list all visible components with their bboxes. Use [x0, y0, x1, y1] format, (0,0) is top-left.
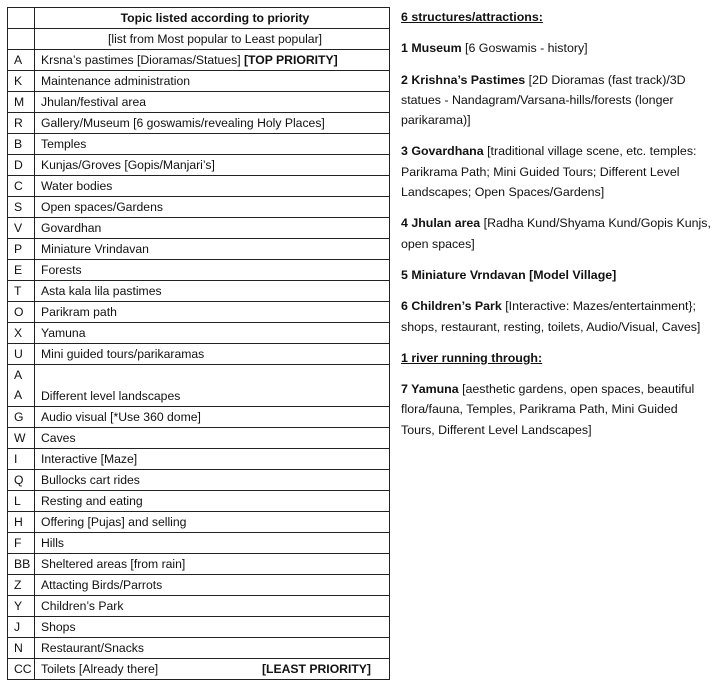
topic-text: Resting and eating [41, 494, 143, 508]
river-heading: 1 river running through: [401, 350, 543, 365]
topic-text: Interactive [Maze] [41, 452, 138, 466]
topic-cell [35, 155, 390, 176]
priority-code: W [8, 428, 35, 449]
priority-code: K [8, 71, 35, 92]
table-row [8, 365, 390, 407]
topic-cell [35, 113, 390, 134]
topic-cell [35, 260, 390, 281]
table-header: Topic listed according to priority [35, 8, 390, 29]
header-code-cell [8, 8, 35, 29]
topic-cell [35, 491, 390, 512]
table-subheader-row [8, 29, 390, 50]
topic-text: Kunjas/Groves [Gopis/Manjari’s] [41, 158, 215, 172]
table-row [8, 596, 390, 617]
structure-title: 2 Krishna’s Pastimes [401, 72, 526, 87]
topic-cell [35, 449, 390, 470]
structure-title: 3 Govardhana [401, 144, 484, 159]
topic-text: Children’s Park [41, 599, 124, 613]
structure-note [401, 70, 713, 131]
table-row [8, 71, 390, 92]
topic-cell [35, 428, 390, 449]
structure-text: [Radha Kund/Shyama Kund/Gopis Kunjs, open spaces] [401, 216, 711, 251]
topic-cell [35, 323, 390, 344]
table-row [8, 470, 390, 491]
topic-text: Toilets [Already there] [41, 662, 159, 676]
table-row [8, 239, 390, 260]
priority-code: G [8, 407, 35, 428]
topic-cell [35, 575, 390, 596]
table-row [8, 197, 390, 218]
topic-text: Govardhan [41, 221, 102, 235]
topic-text: Attacting Birds/Parrots [41, 578, 163, 592]
topic-text: Jhulan/festival area [41, 95, 147, 109]
topic-cell [35, 407, 390, 428]
priority-code: V [8, 218, 35, 239]
topic-text: Open spaces/Gardens [41, 200, 163, 214]
table-row [8, 92, 390, 113]
priority-code: O [8, 302, 35, 323]
river-title: 7 Yamuna [401, 382, 459, 397]
topic-text: Parikram path [41, 305, 117, 319]
topic-cell [35, 92, 390, 113]
priority-code-line: A [14, 388, 23, 402]
top-priority-tag: [TOP PRIORITY] [243, 53, 338, 67]
table-row [8, 575, 390, 596]
table-row [8, 533, 390, 554]
structure-title: 4 Jhulan area [401, 216, 481, 231]
topic-text: Krsna’s pastimes [Dioramas/Statues] [41, 53, 244, 67]
priority-code: E [8, 260, 35, 281]
table-row [8, 323, 390, 344]
table-row [8, 155, 390, 176]
structure-text: [2D Dioramas (fast track)/3D statues - Nandagram/Varsana-hills/forests (longer parikarama)] [401, 72, 686, 128]
structure-text: [6 Goswamis - history] [461, 41, 588, 56]
table-row [8, 50, 390, 71]
topic-text: Mini guided tours/parikaramas [41, 347, 205, 361]
structure-note [401, 38, 713, 58]
table-row [8, 428, 390, 449]
priority-code: R [8, 113, 35, 134]
table-row [8, 176, 390, 197]
topic-cell [35, 596, 390, 617]
table-header-row [8, 8, 390, 29]
least-priority-tag: [LEAST PRIORITY] [261, 662, 371, 676]
topic-text: Shops [41, 620, 76, 634]
table-row [8, 134, 390, 155]
topic-cell [35, 617, 390, 638]
priority-code: BB [8, 554, 35, 575]
topic-text: Water bodies [41, 179, 113, 193]
topic-text: Forests [41, 263, 82, 277]
topic-text: Yamuna [41, 326, 86, 340]
table-row [8, 449, 390, 470]
structure-title: 5 Miniature Vrndavan [Model Village] [401, 267, 617, 282]
priority-code: J [8, 617, 35, 638]
priority-code: Y [8, 596, 35, 617]
priority-code-line: A [14, 368, 23, 382]
topic-cell [35, 134, 390, 155]
priority-code: I [8, 449, 35, 470]
topic-cell [35, 533, 390, 554]
topic-cell [35, 218, 390, 239]
table-row [8, 659, 390, 680]
topic-cell [35, 281, 390, 302]
structure-note [401, 213, 713, 254]
priority-code: T [8, 281, 35, 302]
priority-code: N [8, 638, 35, 659]
structure-note [401, 296, 713, 337]
notes-panel [401, 7, 713, 451]
table-row [8, 512, 390, 533]
table-row [8, 344, 390, 365]
topic-cell [35, 71, 390, 92]
priority-code: L [8, 491, 35, 512]
topic-cell [35, 344, 390, 365]
structure-note [401, 265, 713, 285]
priority-code: Z [8, 575, 35, 596]
topic-text: Bullocks cart rides [41, 473, 140, 487]
priority-code: S [8, 197, 35, 218]
priority-code: D [8, 155, 35, 176]
topic-text: Maintenance administration [41, 74, 191, 88]
table-row [8, 491, 390, 512]
table-row [8, 281, 390, 302]
structures-list [401, 38, 713, 337]
topic-cell [35, 239, 390, 260]
topic-text: Offering [Pujas] and selling [41, 515, 187, 529]
structure-title: 1 Museum [401, 41, 462, 56]
priority-code: Q [8, 470, 35, 491]
topic-text: Restaurant/Snacks [41, 641, 144, 655]
topic-text: Asta kala lila pastimes [41, 284, 162, 298]
topic-cell [35, 50, 390, 71]
priority-code: X [8, 323, 35, 344]
table-row [8, 407, 390, 428]
priority-code: A [8, 50, 35, 71]
topic-cell [35, 176, 390, 197]
topic-text: Different level landscapes [41, 389, 181, 403]
topic-text: Audio visual [*Use 360 dome] [41, 410, 201, 424]
priority-code: F [8, 533, 35, 554]
table-row [8, 113, 390, 134]
table-row [8, 638, 390, 659]
topic-cell [35, 197, 390, 218]
priority-code: U [8, 344, 35, 365]
priority-code: H [8, 512, 35, 533]
topic-text: Gallery/Museum [6 goswamis/revealing Holy Places] [41, 116, 325, 130]
priority-code: P [8, 239, 35, 260]
river-note [401, 379, 713, 440]
priority-code: CC [8, 659, 35, 680]
river-text: [aesthetic gardens, open spaces, beautiful flora/fauna, Temples, Parikrama Path, Mini Guided Tours, Different Level Landscapes] [401, 382, 695, 437]
priority-code: C [8, 176, 35, 197]
topic-cell [35, 638, 390, 659]
topic-text: Sheltered areas [from rain] [41, 557, 186, 571]
topic-cell [35, 512, 390, 533]
table-row [8, 218, 390, 239]
structures-heading: 6 structures/attractions: [401, 10, 543, 24]
priority-code [8, 365, 35, 407]
topic-text: Caves [41, 431, 76, 445]
priority-code: B [8, 134, 35, 155]
priority-code: M [8, 92, 35, 113]
table-row [8, 260, 390, 281]
priority-table [7, 7, 390, 680]
subheader-code-cell [8, 29, 35, 50]
topic-cell [35, 365, 390, 407]
table-row [8, 617, 390, 638]
structure-text: [Interactive: Mazes/entertainment}; shops, restaurant, resting, toilets, Audio/Visual, Caves] [401, 299, 701, 334]
topic-cell [35, 302, 390, 323]
table-row [8, 302, 390, 323]
structure-note [401, 141, 713, 202]
topic-cell [35, 470, 390, 491]
table-subheader: [list from Most popular to Least popular] [35, 29, 390, 50]
structure-title: 6 Children’s Park [401, 299, 502, 314]
topic-cell [35, 659, 390, 680]
topic-cell [35, 554, 390, 575]
structure-text: [traditional village scene, etc. temples: Parikrama Path; Mini Guided Tours; Different Level Landscapes; Open Spaces/Gardens] [401, 144, 697, 200]
topic-text: Miniature Vrindavan [41, 242, 149, 256]
topic-text: Hills [41, 536, 65, 550]
table-row [8, 554, 390, 575]
topic-text: Temples [41, 137, 87, 151]
